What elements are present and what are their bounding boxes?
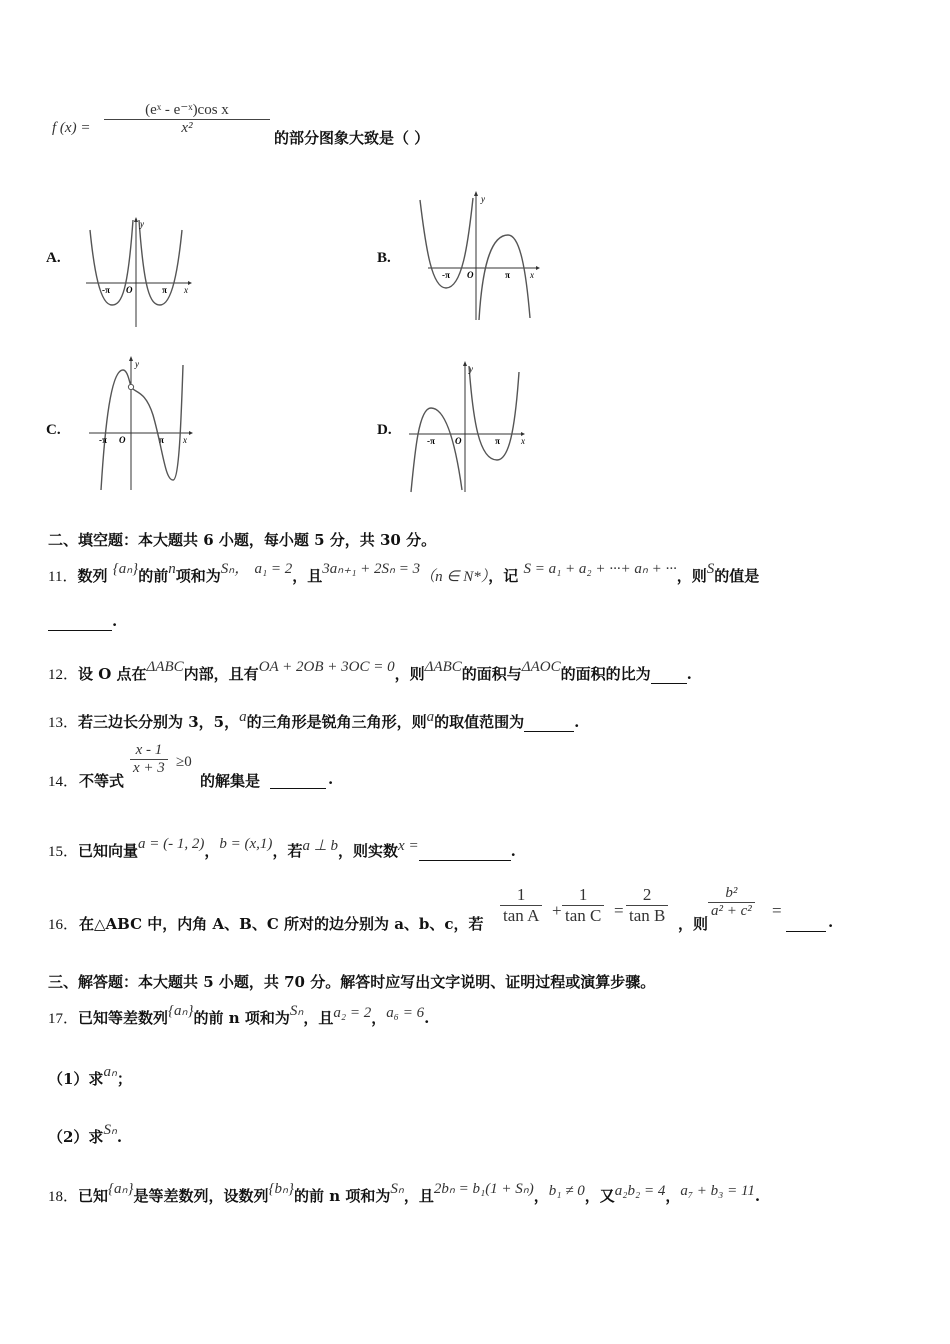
q16-f2-num: 1 bbox=[562, 885, 604, 906]
q12-t1: 设 O 点在 bbox=[78, 665, 147, 683]
graph-c-y-label: y bbox=[135, 359, 139, 369]
q10-fraction bbox=[104, 100, 270, 137]
q12-t4: 的面积与 bbox=[461, 665, 522, 683]
q14-m1: ≥0 bbox=[176, 754, 192, 770]
q16-end: . bbox=[828, 913, 834, 931]
q16-f2-den: tan C bbox=[565, 906, 602, 925]
graph-b-origin: O bbox=[467, 270, 474, 280]
q14-blank bbox=[270, 770, 326, 789]
q16-frac-4 bbox=[708, 885, 755, 920]
q11-m6: （n ∈ N*） bbox=[420, 569, 489, 585]
q12-end: . bbox=[686, 665, 692, 683]
q10-denominator: x² bbox=[181, 120, 193, 136]
q12-t5: 的面积的比为 bbox=[560, 665, 651, 683]
graph-b-neg-pi: -π bbox=[442, 270, 450, 280]
option-b-label: B. bbox=[377, 250, 391, 266]
q10-text: 的部分图象大致是（ ） bbox=[274, 129, 430, 147]
q18-m7: a₇ + b₃ = 11 bbox=[680, 1183, 755, 1199]
graph-a-pi: π bbox=[162, 285, 167, 295]
q17-sep: ， bbox=[371, 1009, 387, 1027]
q11-m5: 3aₙ₊₁ + 2Sₙ = 3 bbox=[322, 561, 421, 577]
q13-t2: 的三角形是锐角三角形，则 bbox=[246, 713, 427, 731]
q15-m3: a ⊥ b bbox=[302, 838, 339, 854]
q18-t5: ，又 bbox=[584, 1187, 615, 1205]
graph-d-origin: O bbox=[455, 436, 462, 446]
q17-t2: 的前 n 项和为 bbox=[193, 1009, 290, 1027]
graph-c-pi: π bbox=[159, 435, 164, 445]
q11-end: . bbox=[112, 612, 118, 630]
q13-m1: a bbox=[239, 709, 247, 725]
question-16 bbox=[48, 885, 918, 937]
q18-t2: 是等差数列，设数列 bbox=[133, 1187, 269, 1205]
q16-blank bbox=[786, 913, 826, 932]
q14-number: 14． bbox=[48, 774, 79, 790]
q16-frac-2 bbox=[562, 885, 604, 926]
q13-blank bbox=[524, 713, 574, 732]
q14-end: . bbox=[328, 770, 334, 788]
question-18 bbox=[48, 1181, 761, 1206]
q16-frac-3 bbox=[626, 885, 668, 926]
q11-t2: 的前 bbox=[138, 567, 169, 585]
q18-number: 18． bbox=[48, 1189, 79, 1205]
question-11 bbox=[48, 561, 760, 586]
graph-b-pi: π bbox=[505, 270, 510, 280]
q11-number: 11． bbox=[48, 569, 78, 585]
q13-number: 13． bbox=[48, 715, 79, 731]
q17-end: . bbox=[424, 1009, 430, 1027]
q17-part-1 bbox=[48, 1064, 132, 1089]
q18-t3: 的前 n 项和为 bbox=[294, 1187, 391, 1205]
q14-numerator: x - 1 bbox=[130, 742, 168, 760]
q16-frac-1 bbox=[500, 885, 542, 926]
q17-part-2 bbox=[48, 1122, 123, 1147]
q13-t1: 若三边长分别为 3，5， bbox=[78, 713, 240, 731]
option-c-label: C. bbox=[46, 422, 61, 438]
q10-numerator: (eˣ - e⁻ˣ)cos x bbox=[104, 100, 270, 120]
graph-c-neg-pi: -π bbox=[99, 435, 107, 445]
q17-t3: ，且 bbox=[303, 1009, 334, 1027]
q11-t7: 的值是 bbox=[714, 567, 760, 585]
option-d-label: D. bbox=[377, 422, 392, 438]
q14-denominator: x + 3 bbox=[133, 760, 165, 776]
q16-f3-den: tan B bbox=[629, 906, 666, 925]
graph-d-y-label: y bbox=[469, 364, 473, 374]
q11-m3: Sₙ， bbox=[220, 561, 250, 577]
question-17 bbox=[48, 1003, 430, 1028]
q15-t2: ，若 bbox=[272, 842, 303, 860]
graph-d bbox=[405, 360, 535, 495]
q16-t2: ，则 bbox=[678, 915, 709, 933]
q11-m7: S = a₁ + a₂ + ···+ aₙ + ··· bbox=[523, 561, 677, 577]
graph-d-curve-right bbox=[469, 366, 519, 460]
q16-plus: + bbox=[552, 901, 562, 920]
q17-m1: {aₙ} bbox=[168, 1003, 194, 1019]
section-3-header: 三、解答题：本大题共 5 小题，共 70 分。解答时应写出文字说明、证明过程或演算步骤。 bbox=[48, 973, 656, 991]
q11-m1: {aₙ} bbox=[112, 561, 139, 577]
q17-t1: 已知等差数列 bbox=[78, 1009, 169, 1027]
q17-m3: a₂ = 2 bbox=[333, 1005, 372, 1021]
q18-m3: Sₙ bbox=[390, 1181, 404, 1197]
q16-f4-num: b² bbox=[708, 885, 755, 903]
q12-m3: ΔABC bbox=[424, 659, 462, 675]
q16-number: 16． bbox=[48, 917, 79, 933]
graph-d-pi: π bbox=[495, 436, 500, 446]
q18-m6: a₂b₂ = 4 bbox=[614, 1183, 666, 1199]
graph-b bbox=[410, 190, 545, 325]
q15-end: . bbox=[510, 842, 516, 860]
graph-a-x-label: x bbox=[184, 285, 188, 295]
q16-eq: = bbox=[614, 901, 624, 920]
q15-m2: b = (x,1) bbox=[219, 836, 273, 852]
q18-m4: 2bₙ = b₁(1 + Sₙ) bbox=[433, 1181, 534, 1197]
q17-p1-math: aₙ bbox=[103, 1064, 117, 1080]
q12-number: 12． bbox=[48, 667, 79, 683]
q14-t2: 的解集是 bbox=[200, 772, 261, 790]
section-2-header: 二、填空题：本大题共 6 小题，每小题 5 分，共 30 分。 bbox=[48, 531, 437, 549]
q16-f1-den: tan A bbox=[503, 906, 540, 925]
q11-m2: n bbox=[168, 561, 176, 577]
q17-p1-text: （1）求 bbox=[48, 1070, 104, 1088]
graph-c-hole bbox=[128, 384, 133, 389]
graph-c-origin: O bbox=[119, 435, 126, 445]
q18-sep1: ， bbox=[533, 1187, 549, 1205]
q11-m4: a₁ = 2 bbox=[254, 561, 293, 577]
q16-eq2: = bbox=[772, 901, 782, 920]
q10-lhs: f (x) = bbox=[52, 120, 91, 136]
q17-p2-text: （2）求 bbox=[48, 1128, 104, 1146]
q11-t4: ，且 bbox=[292, 567, 323, 585]
q18-end: . bbox=[754, 1187, 761, 1205]
q11-m8: S bbox=[706, 561, 715, 577]
graph-a bbox=[80, 215, 200, 330]
q17-m4: a₆ = 6 bbox=[386, 1005, 425, 1021]
q17-p2-end: . bbox=[116, 1128, 123, 1146]
q12-t2: 内部，且有 bbox=[183, 665, 259, 683]
graph-a-y-label: y bbox=[140, 219, 144, 229]
graph-c-curve bbox=[101, 365, 183, 490]
q18-sep2: ， bbox=[665, 1187, 681, 1205]
q13-m2: a bbox=[426, 709, 435, 725]
q12-m2: OA + 2OB + 3OC = 0 bbox=[258, 659, 395, 675]
q16-f4-den: a² + c² bbox=[711, 903, 752, 919]
q16-f3-num: 2 bbox=[626, 885, 668, 906]
graph-a-curve-right bbox=[139, 220, 182, 305]
q18-m2: {bₙ} bbox=[268, 1181, 295, 1197]
graph-b-x-label: x bbox=[530, 270, 534, 280]
q12-blank bbox=[651, 665, 687, 684]
q17-p2-math: Sₙ bbox=[103, 1122, 117, 1138]
question-12 bbox=[48, 659, 692, 684]
q17-number: 17． bbox=[48, 1011, 79, 1027]
q17-p1-end: ； bbox=[116, 1070, 132, 1088]
q18-t1: 已知 bbox=[78, 1187, 109, 1205]
graph-d-curve-left bbox=[411, 408, 462, 492]
q12-m1: ΔABC bbox=[146, 659, 184, 675]
question-13 bbox=[48, 711, 579, 732]
q12-t3: ，则 bbox=[394, 665, 425, 683]
q11-t1: 数列 bbox=[77, 567, 108, 585]
q15-number: 15． bbox=[48, 844, 79, 860]
q15-m1: a = (- 1, 2) bbox=[138, 836, 205, 852]
graph-d-neg-pi: -π bbox=[427, 436, 435, 446]
q11-answer-line bbox=[48, 612, 117, 631]
graph-a-neg-pi: -π bbox=[102, 285, 110, 295]
option-a-label: A. bbox=[46, 250, 61, 266]
q15-t3: ，则实数 bbox=[338, 842, 399, 860]
q13-end: . bbox=[574, 713, 580, 731]
q15-t1: 已知向量 bbox=[78, 842, 139, 860]
q15-blank bbox=[419, 842, 511, 861]
q15-sep: ， bbox=[204, 842, 220, 860]
q14-fraction bbox=[130, 742, 168, 777]
q15-m4: x = bbox=[398, 838, 419, 854]
q18-m1: {aₙ} bbox=[108, 1181, 134, 1197]
q12-m4: ΔAOC bbox=[521, 659, 561, 675]
graph-a-origin: O bbox=[126, 285, 133, 295]
q16-f1-num: 1 bbox=[500, 885, 542, 906]
q11-t3: 项和为 bbox=[175, 567, 221, 585]
graph-b-y-label: y bbox=[481, 194, 485, 204]
q11-t5: ，记 bbox=[488, 567, 519, 585]
q11-blank bbox=[48, 612, 112, 631]
q18-m5: b₁ ≠ 0 bbox=[548, 1183, 585, 1199]
q13-t3: 的取值范围为 bbox=[434, 713, 525, 731]
question-15 bbox=[48, 836, 516, 861]
q16-t1: 在△ABC 中，内角 A、B、C 所对的边分别为 a、b、c，若 bbox=[79, 915, 484, 933]
q17-m2: Sₙ bbox=[289, 1003, 304, 1019]
graph-d-x-label: x bbox=[521, 436, 525, 446]
graph-c-x-label: x bbox=[183, 435, 187, 445]
q11-t6: ，则 bbox=[676, 567, 707, 585]
q14-t1: 不等式 bbox=[79, 772, 125, 790]
q18-t4: ，且 bbox=[403, 1187, 434, 1205]
graph-c bbox=[85, 355, 200, 495]
